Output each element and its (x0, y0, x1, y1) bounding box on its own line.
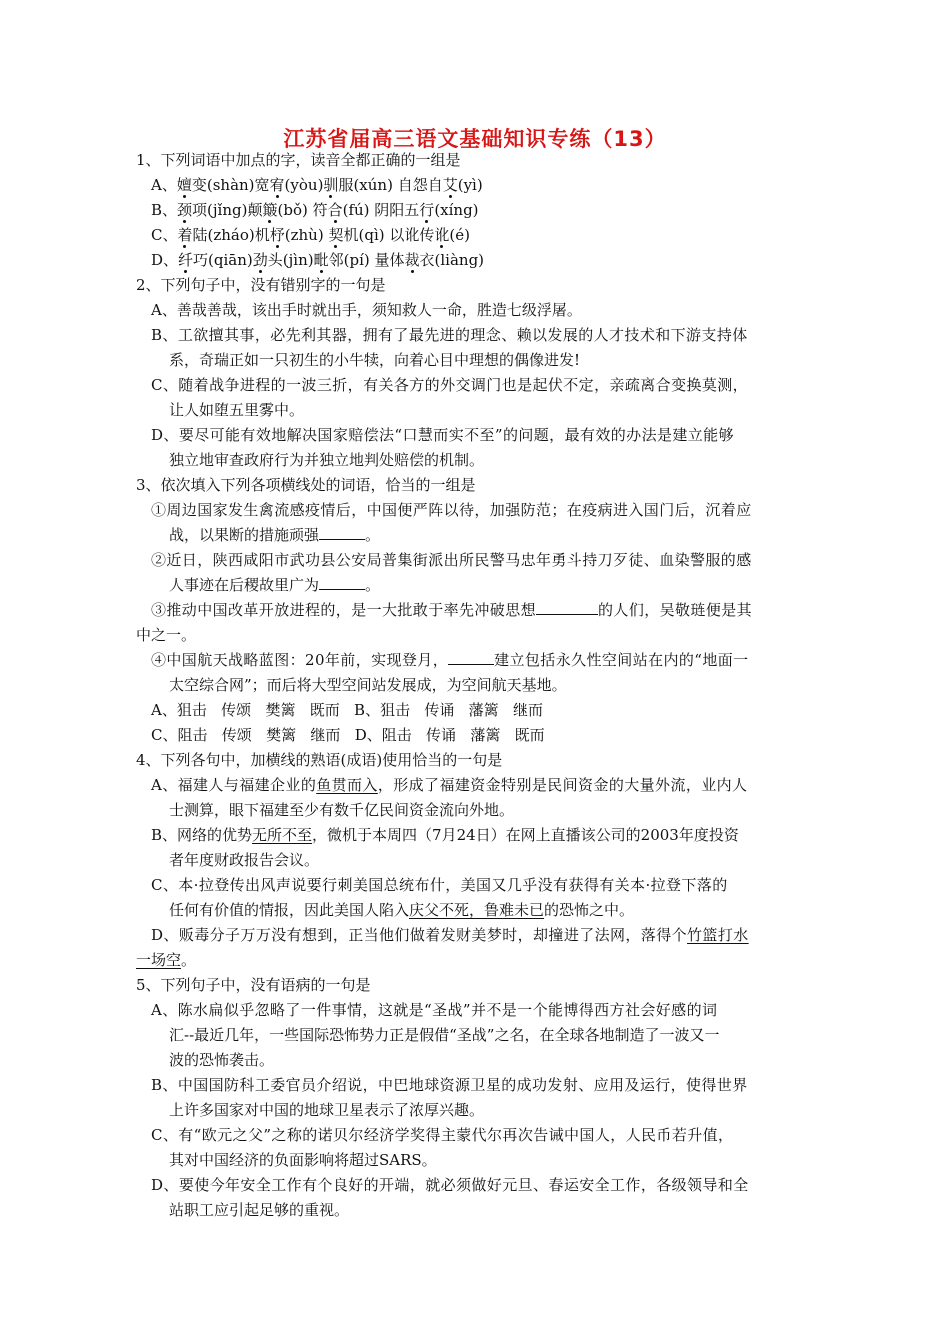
q1-option-b-text: (xíng) (434, 201, 479, 219)
q5-option-c-line1: C、有“欧元之父”之称的诺贝尔经济学奖得主蒙代尔再次告诫中国人，人民币若升值， (151, 1126, 734, 1144)
q3-sentence-2-line1: ②近日，陕西咸阳市武功县公安局普集街派出所民警马忠年勇斗持刀歹徒、血染警服的感 (151, 551, 752, 569)
q1-option-c (151, 225, 470, 245)
dotted-char: 颈 (177, 201, 193, 219)
q4-option-b-line1 (151, 825, 739, 845)
q3-sentence-3-text: ③推动中国改革开放进程的，是一大批敢于率先冲破思想 (151, 601, 537, 619)
fill-blank (448, 650, 494, 665)
q2-option-c-line1: C、随着战争进程的一波三折，有关各方的外交调门也是起伏不定，亲疏离合变换莫测， (151, 376, 749, 394)
q4-option-c-line2 (169, 900, 634, 920)
q5-option-d-line2: 站职工应引起足够的重视。 (169, 1201, 350, 1219)
page-title: 江苏省届高三语文基础知识专练（13） (283, 127, 667, 151)
q1-option-a-text: (yì) (457, 176, 483, 194)
q3-sentence-3-line2: 中之一。 (136, 626, 197, 644)
q4-option-a-text: ，形成了福建资金特别是民间资金的大量外流，业内人 (377, 776, 748, 794)
q4-option-a-line1 (151, 775, 747, 795)
q5-option-b-line1: B、中国国防科工委官员介绍说，中巴地球资源卫星的成功发射、应用及运行，使得世界 (151, 1076, 748, 1094)
fill-blank (319, 525, 365, 540)
q4-option-b-line2: 者年度财政报告会议。 (169, 851, 320, 869)
q3-sentence-4-text-end: 建立包括永久性空间站在内的“地面一 (494, 651, 749, 669)
underlined-idiom: 庆父不死，鲁难未已 (409, 901, 545, 919)
q2-option-a: A、善哉善哉，该出手时就出手，须知救人一命，胜造七级浮屠。 (151, 301, 582, 319)
q2-option-d-line2: 独立地审查政府行为并独立地判处赔偿的机制。 (169, 451, 485, 469)
q2-option-d-line1: D、要尽可能有效地解决国家赔偿法“口慧而实不至”的问题，最有效的办法是建立能够 (151, 426, 734, 444)
underlined-idiom: 竹篮打水 (687, 926, 749, 944)
q4-option-c-line1: C、本·拉登传出风声说要行刺美国总统布什，美国又几乎没有获得有关本·拉登下落的 (151, 876, 728, 894)
q2-stem: 2、下列句子中，没有错别字的一句是 (136, 276, 386, 294)
dotted-char: 纤 (178, 251, 194, 269)
q1-option-a (151, 175, 483, 195)
q2-option-b-line2: 系，奇瑞正如一只初生的小牛犊，向着心目中理想的偶像进发! (169, 351, 581, 369)
dotted-char: 裁 (404, 251, 420, 269)
q2-option-b-line1: B、工欲擅其事，必先利其器，拥有了最先进的理念、赖以发展的人才技术和下游支持体 (151, 326, 748, 344)
q1-option-c-text: (é) (449, 226, 470, 244)
q1-stem: 1、下列词语中加点的字，读音全都正确的一组是 (136, 151, 461, 169)
q1-option-c-text: 陆(zháo)机 (192, 226, 270, 244)
fill-blank (319, 575, 365, 590)
dotted-char: 讹 (434, 226, 450, 244)
q5-option-d-line1: D、要使今年安全工作有个良好的开端，就必须做好元旦、春运安全工作，各级领导和全 (151, 1176, 749, 1194)
q5-stem: 5、下列句子中，没有语病的一句是 (136, 976, 371, 994)
q5-option-c-line2: 其对中国经济的负面影响将超过SARS。 (169, 1151, 437, 1169)
q5-option-a-line2: 汇--最近几年，一些国际恐怖势力正是假借“圣战”之名，在全球各地制造了一波又一 (169, 1026, 720, 1044)
q4-option-b-text: B、网络的优势 (151, 826, 253, 844)
q1-option-c-text: 机(qì) 以讹传 (343, 226, 435, 244)
q1-option-a-letter: A、 (151, 176, 177, 194)
q1-option-b-letter: B、 (151, 201, 178, 219)
dotted-char: 着 (177, 226, 193, 244)
q5-option-a-line1: A、陈水扁似乎忽略了一件事情，这就是“圣战”并不是一个能博得西方社会好感的词 (151, 1001, 718, 1019)
dotted-char: 嬗 (176, 176, 192, 194)
dotted-char: 行 (419, 201, 435, 219)
q4-option-d-text: 。 (181, 951, 197, 969)
q3-sentence-1-text: 战，以果断的措施顽强 (169, 526, 320, 544)
q1-option-d-text: 巧(qiān) (193, 251, 253, 269)
q1-option-a-text: 服(xún) 自怨自 (338, 176, 443, 194)
q1-option-b-text: (bǒ) 符 (277, 201, 328, 219)
q1-option-b (151, 200, 479, 220)
dotted-char: 契 (328, 226, 344, 244)
q3-sentence-3-line1 (151, 600, 752, 620)
dotted-char: 宥 (269, 176, 285, 194)
underlined-idiom: 一场空 (136, 951, 182, 969)
q5-option-a-line3: 波的恐怖袭击。 (169, 1051, 275, 1069)
q1-option-d-letter: D、 (151, 251, 179, 269)
q1-option-a-text: (yòu) (284, 176, 324, 194)
q1-option-b-text: (fú) 阴阳五 (342, 201, 420, 219)
q5-option-b-line2: 上许多国家对中国的地球卫星表示了浓厚兴趣。 (169, 1101, 485, 1119)
q4-option-c-text: 的恐怖之中。 (544, 901, 635, 919)
dotted-char: 艾 (442, 176, 458, 194)
q3-sentence-4-line2: 太空综合网”；而后将大型空间站发展成，为空间航天基地。 (169, 676, 567, 694)
fill-blank (536, 600, 598, 615)
dotted-char: 簸 (262, 201, 278, 219)
dotted-char: 驯 (323, 176, 339, 194)
q4-option-d-text: D、贩毒分子万万没有想到，正当他们做着发财美梦时，却撞进了法网，落得个 (151, 926, 688, 944)
q1-option-d-text: 头(jìn) (267, 251, 314, 269)
q3-options-ab: A、狙击 传颂 樊篱 既而 B、狙击 传诵 藩篱 继而 (151, 701, 543, 719)
q3-sentence-3-text-end: 的人们，吴敬琏便是其 (598, 601, 753, 619)
q3-options-cd: C、阻击 传颂 樊篱 继而 D、阻击 传诵 藩篱 既而 (151, 726, 545, 744)
q3-sentence-2-end: 。 (365, 576, 381, 594)
q3-sentence-4-text: ④中国航天战略蓝图：20年前，实现登月， (151, 651, 449, 669)
underlined-idiom: 鱼贯而入 (316, 776, 378, 794)
q4-option-d-line1 (151, 925, 749, 945)
q3-sentence-1-line2 (169, 525, 380, 545)
q4-option-a-text: A、福建人与福建企业的 (151, 776, 317, 794)
q1-option-d-text: 邻(pí) 量体 (328, 251, 405, 269)
q1-option-d-text: 衣(liàng) (419, 251, 485, 269)
q1-option-c-text: (zhù) (284, 226, 329, 244)
q2-option-c-line2: 让人如堕五里雾中。 (169, 401, 305, 419)
q3-sentence-4-line1 (151, 650, 749, 670)
q3-sentence-1-line1: ①周边国家发生禽流感疫情后，中国便严阵以待，加强防范；在疫病进入国门后，沉着应 (151, 501, 752, 519)
dotted-char: 毗 (313, 251, 329, 269)
dotted-char: 劲 (252, 251, 268, 269)
q4-option-b-text: ，微机于本周四（7月24日）在网上直播该公司的2003年度投资 (312, 826, 739, 844)
q3-stem: 3、依次填入下列各项横线处的词语，恰当的一组是 (136, 476, 476, 494)
dotted-char: 合 (327, 201, 343, 219)
underlined-idiom: 无所不至 (252, 826, 313, 844)
q4-stem: 4、下列各句中，加横线的熟语(成语)使用恰当的一句是 (136, 751, 503, 769)
q1-option-b-text: 项(jǐng)颠 (192, 201, 263, 219)
q4-option-a-line2: 士测算，眼下福建至少有数千亿民间资金流向外地。 (169, 801, 515, 819)
q4-option-c-text: 任何有价值的情报，因此美国人陷入 (169, 901, 410, 919)
dotted-char: 杼 (269, 226, 285, 244)
q1-option-d (151, 250, 484, 270)
q3-sentence-1-end: 。 (365, 526, 381, 544)
q1-option-c-letter: C、 (151, 226, 178, 244)
q3-sentence-2-line2 (169, 575, 380, 595)
q4-option-d-line2 (136, 950, 196, 970)
q3-sentence-2-text: 人事迹在后稷故里广为 (169, 576, 320, 594)
q1-option-a-text: 变(shàn)宽 (191, 176, 270, 194)
